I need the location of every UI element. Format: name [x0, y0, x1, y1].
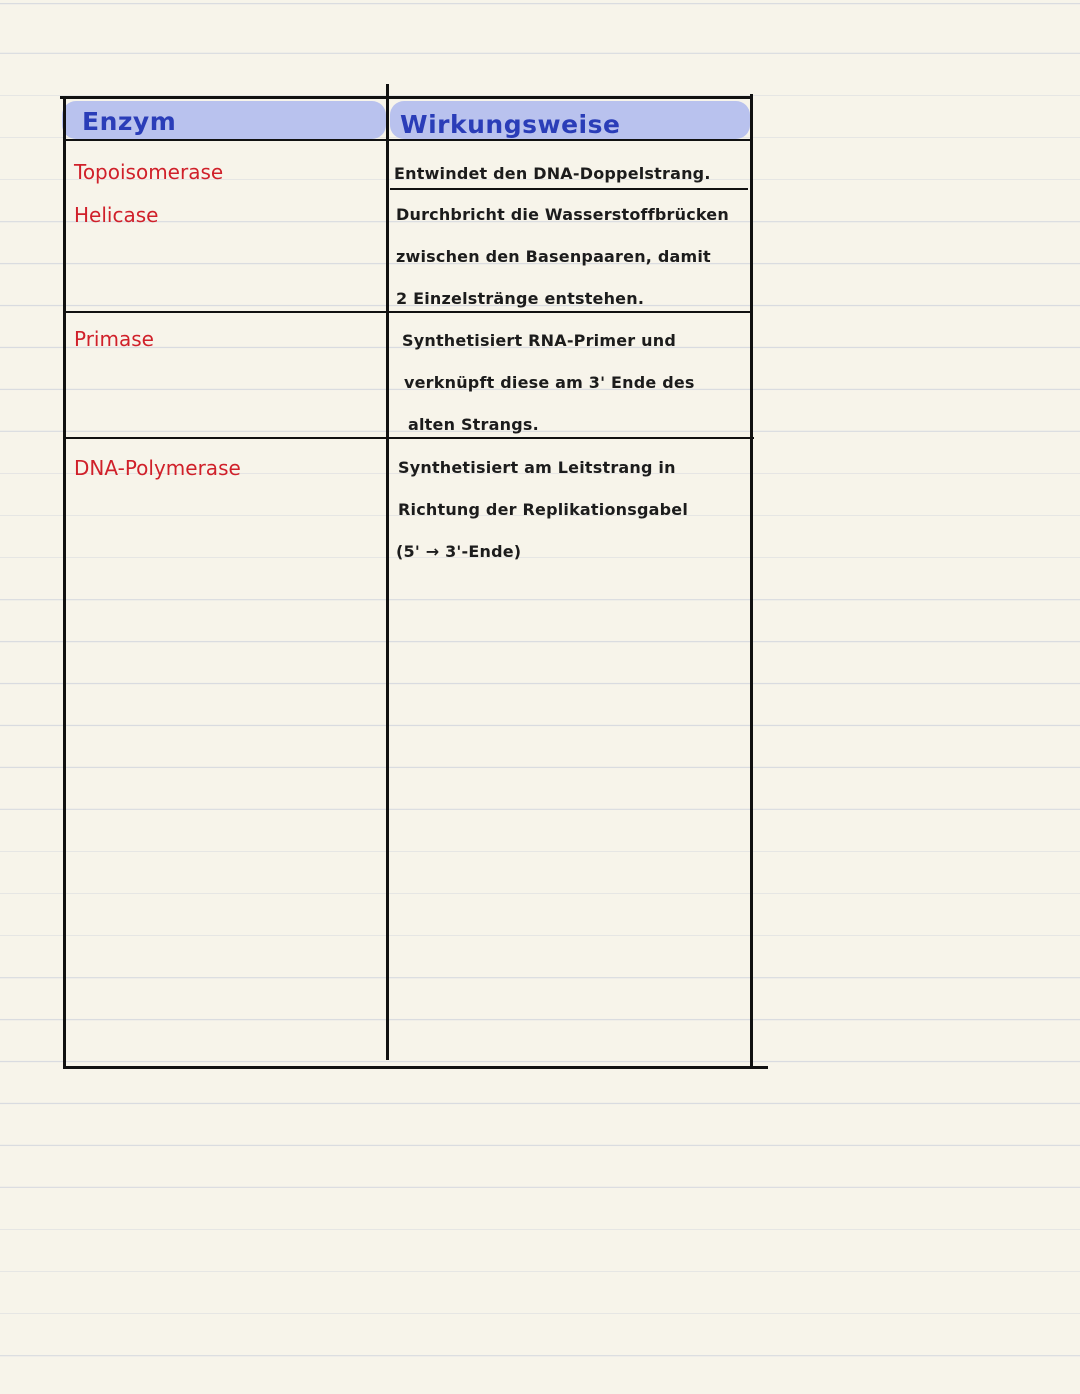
function-helicase-line-3: 2 Einzelstränge entstehen. — [396, 289, 645, 308]
enzyme-helicase: Helicase — [74, 203, 159, 227]
function-primase-line-3: alten Strangs. — [408, 415, 539, 434]
table-left-border — [63, 96, 66, 1069]
column-divider — [386, 84, 389, 1060]
function-topoisomerase-line-1: Entwindet den DNA-Doppelstrang. — [394, 164, 711, 183]
function-primase-line-2: verknüpft diese am 3' Ende des — [404, 373, 695, 392]
enzyme-topoisomerase: Topoisomerase — [74, 160, 224, 184]
header-function: Wirkungsweise — [400, 110, 621, 139]
function-dna-polymerase-line-1: Synthetisiert am Leitstrang in — [398, 458, 676, 477]
header-enzyme: Enzym — [82, 107, 177, 136]
function-primase-line-1: Synthetisiert RNA-Primer und — [402, 331, 676, 350]
function-dna-polymerase-line-3: (5' → 3'-Ende) — [396, 542, 522, 561]
header-bottom-border — [64, 139, 752, 141]
row-divider-3 — [64, 437, 754, 439]
row-divider-2 — [64, 311, 752, 313]
enzyme-primase: Primase — [74, 327, 154, 351]
function-helicase-line-2: zwischen den Basenpaaren, damit — [396, 247, 711, 266]
function-helicase-line-1: Durchbricht die Wasserstoffbrücken — [396, 205, 729, 224]
table-right-border — [750, 94, 753, 1066]
enzyme-dna-polymerase: DNA-Polymerase — [74, 456, 241, 480]
table-top-border — [60, 96, 752, 99]
function-dna-polymerase-line-2: Richtung der Replikationsgabel — [398, 500, 689, 519]
row-divider-1 — [390, 188, 748, 190]
table-bottom-border — [64, 1066, 768, 1069]
